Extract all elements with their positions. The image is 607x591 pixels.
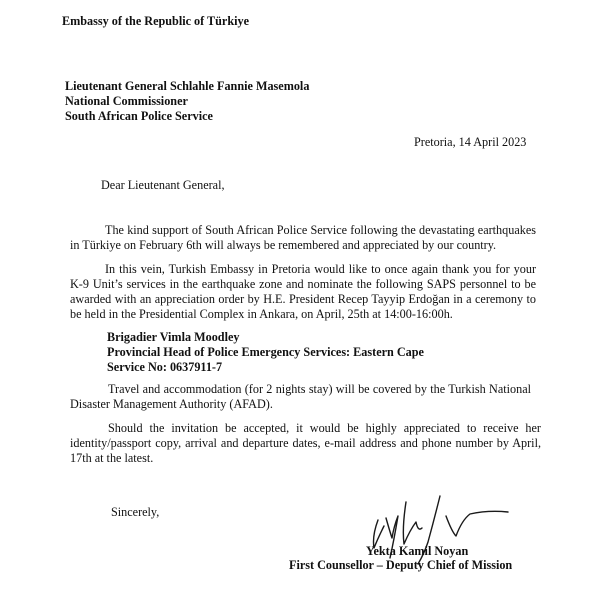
valediction: Sincerely,	[111, 505, 160, 519]
embassy-letterhead: Embassy of the Republic of Türkiye	[62, 14, 250, 28]
paragraph-nomination: In this vein, Turkish Embassy in Pretoria would like to once again thank you for your K-9 Unit’s services in the earthquake zone and nominate the following SAPS personnel to be awarded with an appreciation order by H.E. President Recep Tayyip Erdoğan in a ceremony to be held in the Presidential Complex in Ankara, on April, 25th at 14:00-16:00h.	[70, 262, 536, 321]
recipient-organization: South African Police Service	[65, 109, 213, 123]
signatory-title: First Counsellor – Deputy Chief of Mission	[289, 558, 513, 572]
recipient-title: National Commissioner	[65, 94, 188, 108]
nominee-service-number: Service No: 0637911-7	[107, 360, 223, 374]
signature-stroke	[403, 502, 422, 544]
paragraph-travel: Travel and accommodation (for 2 nights stay) will be covered by the Turkish National Disaster Management Authority (AFAD).	[70, 382, 531, 411]
nominee-name: Brigadier Vimla Moodley	[107, 330, 240, 344]
nominee-position: Provincial Head of Police Emergency Services: Eastern Cape	[107, 345, 424, 359]
signatory-name: Yekta Kamil Noyan	[366, 544, 469, 558]
signature-stroke	[446, 511, 508, 536]
paragraph-gratitude: The kind support of South African Police Service following the devastating earthquakes in Türkiye on February 6th will always be remembered and appreciated by our country.	[70, 223, 536, 252]
recipient-name: Lieutenant General Schlahle Fannie Masemola	[65, 79, 310, 93]
paragraph-request: Should the invitation be accepted, it would be highly appreciated to receive her identity/passport copy, arrival and departure dates, e-mail address and phone number by April, 17th at the latest.	[70, 421, 541, 465]
letter-date: Pretoria, 14 April 2023	[414, 135, 527, 149]
salutation: Dear Lieutenant General,	[101, 178, 225, 192]
